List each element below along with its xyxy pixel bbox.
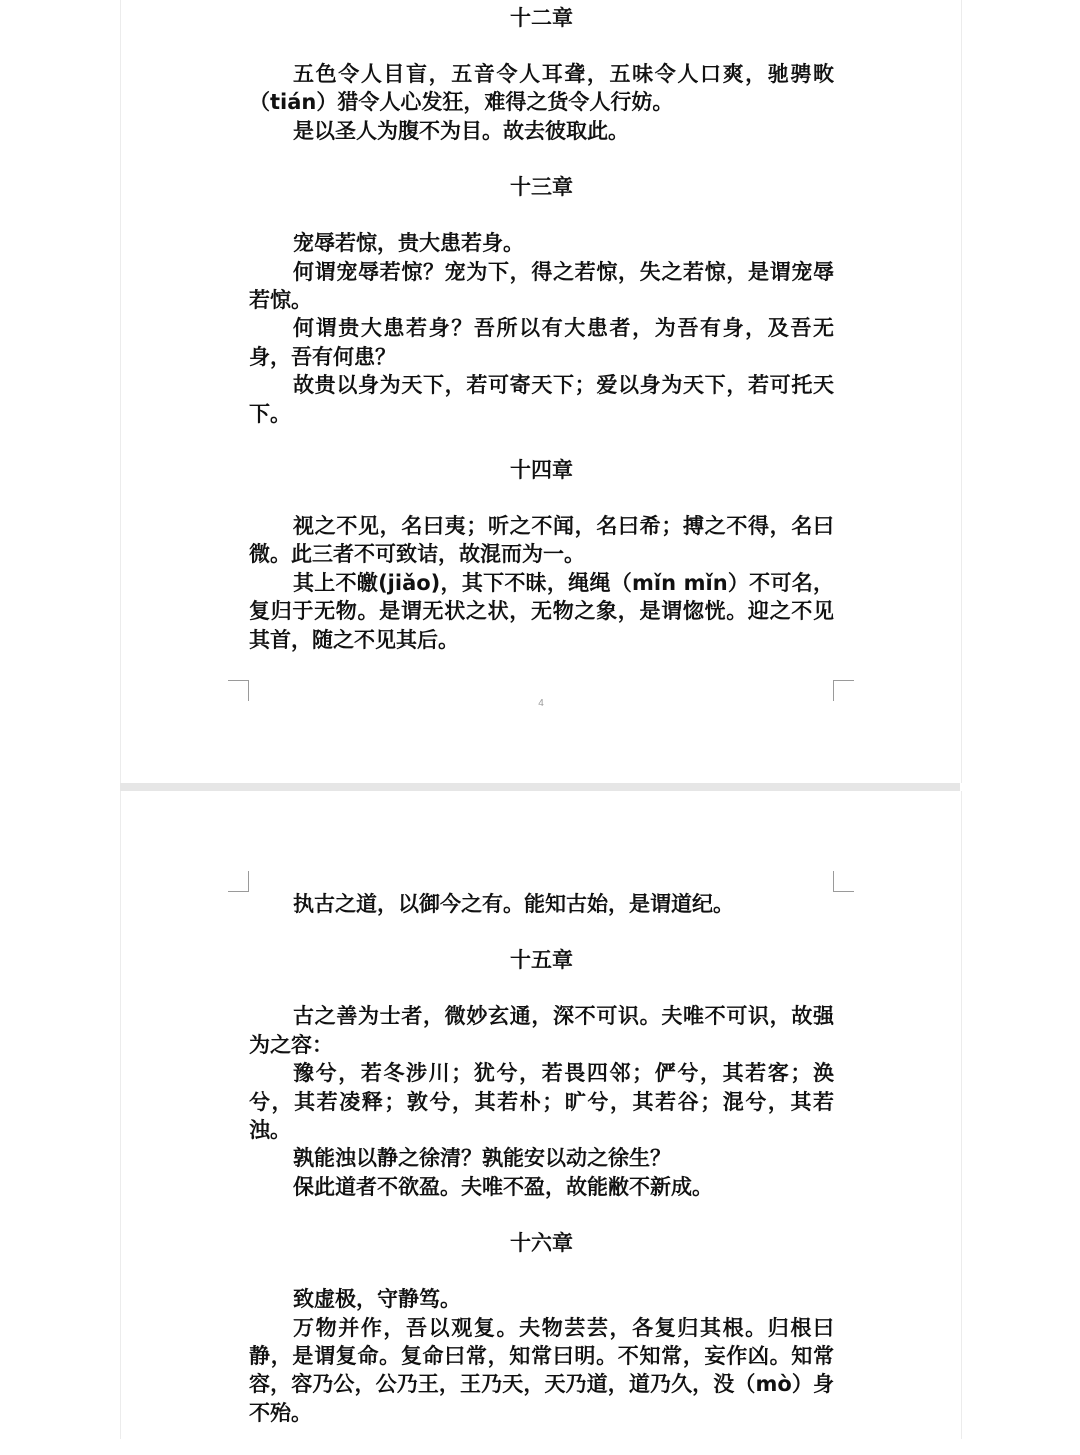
chapter-15 xyxy=(249,946,834,1201)
chapter-title: 十四章 xyxy=(510,458,573,483)
chapter-title: 十六章 xyxy=(510,1231,573,1256)
margin-corner-mark xyxy=(833,871,854,892)
chapter-title: 十二章 xyxy=(510,6,573,30)
paragraph: 其上不皦(jiǎo)，其下不昧，绳绳（mǐn mǐn）不可名，复归于无物。是谓无状之状，无物之象，是谓惚恍。迎之不见其首，随之不见其后。 xyxy=(249,570,834,652)
page-number: 4 xyxy=(538,698,544,709)
chapter-14 xyxy=(249,456,834,654)
page-text-area xyxy=(249,890,834,1455)
paragraph: 何谓宠辱若惊？宠为下，得之若惊，失之若惊，是谓宠辱若惊。 xyxy=(249,259,834,313)
paragraph: 致虚极，守静笃。 xyxy=(293,1287,461,1312)
paragraph: 故贵以身为天下，若可寄天下；爱以身为天下，若可托天下。 xyxy=(249,373,834,426)
chapter-14-continuation xyxy=(249,890,834,918)
paragraph: 视之不见，名曰夷；听之不闻，名曰希；搏之不得，名曰微。此三者不可致诘，故混而为一。 xyxy=(249,514,834,567)
paragraph: 何谓贵大患若身？吾所以有大患者，为吾有身，及吾无身，吾有何患？ xyxy=(249,316,834,369)
paragraph: 万物并作，吾以观复。夫物芸芸，各复归其根。归根曰静，是谓复命。复命曰常，知常曰明。不知常，妄作凶。知常容，容乃公，公乃王，王乃天，天乃道，道乃久，没（mò）身不殆。 xyxy=(249,1315,834,1425)
chapter-13 xyxy=(249,173,834,428)
paragraph: 是以圣人为腹不为目。故去彼取此。 xyxy=(293,118,629,143)
document-page-5 xyxy=(120,791,962,1439)
document-page-4 xyxy=(120,0,962,783)
chapter-title: 十三章 xyxy=(510,175,573,200)
paragraph: 五色令人目盲，五音令人耳聋，五味令人口爽，驰骋畋（tián）猎令人心发狂，难得之货令人行妨。 xyxy=(249,62,834,115)
page-text-area xyxy=(249,4,834,682)
paragraph: 保此道者不欲盈。夫唯不盈，故能敝不新成。 xyxy=(293,1174,713,1199)
paragraph: 豫兮，若冬涉川；犹兮，若畏四邻；俨兮，其若客；涣兮，其若凌释；敦兮，其若朴；旷兮，其若谷；混兮，其若浊。 xyxy=(249,1061,834,1143)
page-separator xyxy=(120,783,960,791)
chapter-16 xyxy=(249,1229,834,1427)
paragraph: 孰能浊以静之徐清？孰能安以动之徐生？ xyxy=(293,1146,671,1171)
paragraph: 古之善为士者，微妙玄通，深不可识。夫唯不可识，故强为之容： xyxy=(249,1004,834,1057)
chapter-12 xyxy=(249,4,834,145)
paragraph: 执古之道，以御今之有。能知古始，是谓道纪。 xyxy=(293,892,734,916)
margin-corner-mark xyxy=(228,871,249,892)
paragraph: 宠辱若惊，贵大患若身。 xyxy=(293,231,524,256)
chapter-title: 十五章 xyxy=(510,948,573,973)
